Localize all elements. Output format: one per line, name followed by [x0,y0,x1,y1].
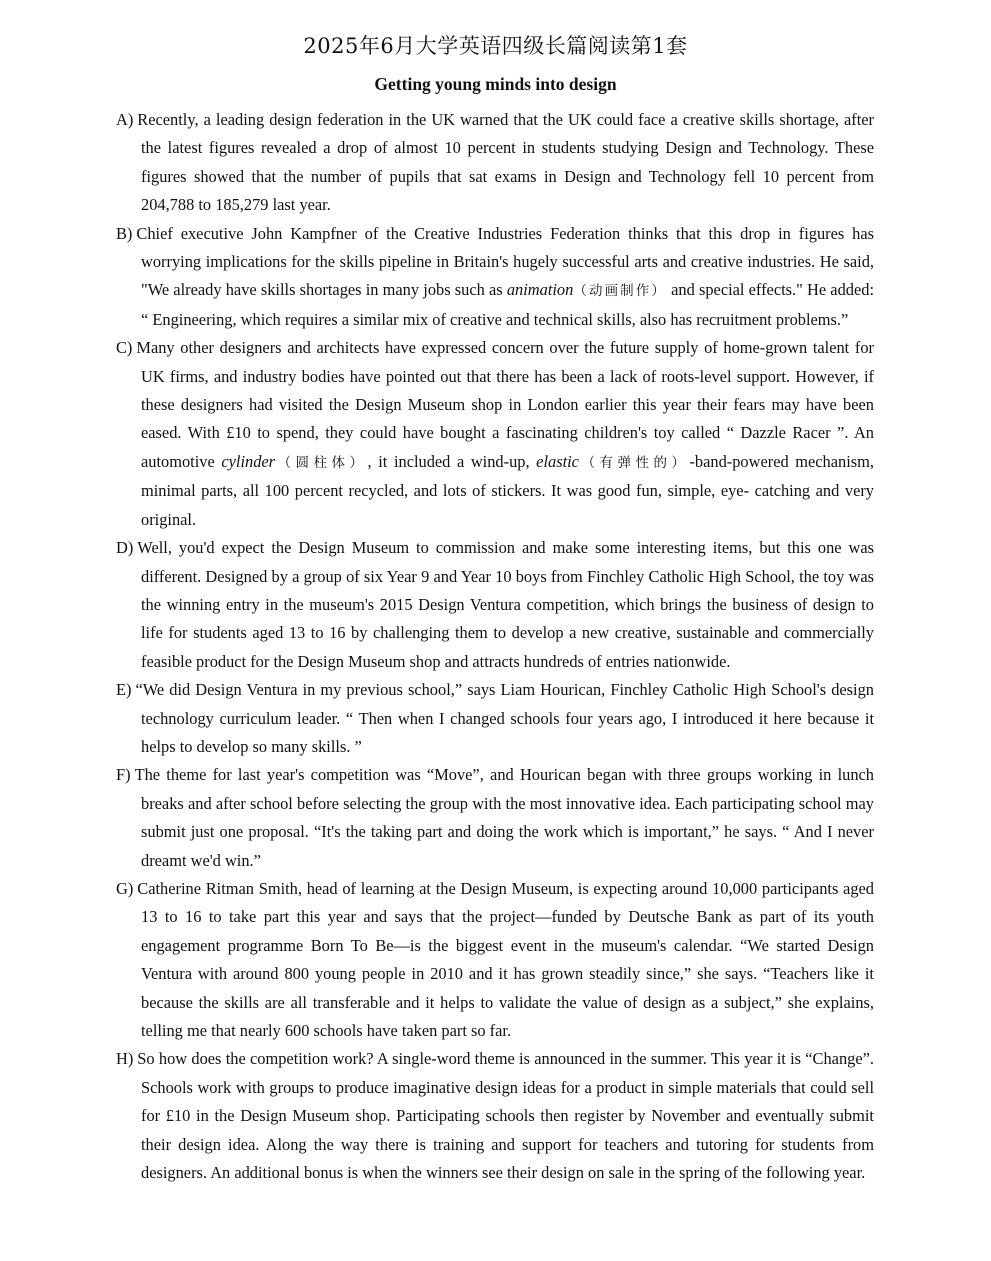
paragraph-label: D) [116,538,134,558]
article-title: Getting young minds into design [374,74,617,94]
paragraph-text: Many other designers and architects have expressed concern over the future supply of home-grown talent for UK firms, and industry bodies have pointed out that there has been a lack of roots-level support. However, if these designers had visited the Design Museum shop in London earlier this year their fears may have been eased. With £10 to spend, they could have bought a fascinating children's toy called “ Dazzle Racer ”. An automotive [136,338,874,471]
paragraph-text: and special effects." He added: “ Engineering, which requires a similar mix of creative and technical skills, also has recruitment problems.” [141,280,874,329]
paragraph-f [116,761,874,875]
paragraph-d [116,534,874,676]
paragraph-text: The theme for last year's competition was “Move”, and Hourican began with three groups working in lunch breaks and after school before selecting the group with the most innovative idea. Each participating school may submit just one proposal. “It's the taking part and doing the work which is important,” he says. “ And I never dreamt we'd win.” [134,765,874,870]
paragraph-text: Well, you'd expect the Design Museum to commission and make some interesting items, but this one was different. Designed by a group of six Year 9 and Year 10 boys from Finchley Catholic High School, the toy was the winning entry in the museum's 2015 Design Ventura competition, which brings the business of design to life for students aged 13 to 16 by challenging them to develop a new creative, sustainable and commercially feasible product for the Design Museum shop and attracts hundreds of entries nationwide. [137,538,874,671]
chinese-gloss: （有弹性的） [578,454,690,471]
chinese-gloss: （圆柱体） [275,454,368,471]
paragraph-label: H) [116,1049,134,1069]
paragraph-label: B) [116,223,133,243]
paragraph-b [116,220,874,335]
paragraph-e [116,676,874,761]
paragraph-h [116,1045,874,1187]
chinese-gloss: （动画制作） [573,283,667,300]
document-title: 2025年6月大学英语四级长篇阅读第1套 [303,34,688,58]
paragraph-text: “We did Design Ventura in my previous school,” says Liam Hourican, Finchley Catholic High School's design technology curriculum leader. “ Then when I changed schools four years ago, I introduced it here because it helps to develop so many skills. ” [135,680,874,756]
paragraph-label: E) [116,680,132,700]
paragraph-text: , it included a wind-up, [367,451,537,471]
paragraph-g [116,875,874,1045]
vocab-term: elastic [536,451,579,471]
paragraph-c [116,334,874,534]
vocab-term: cylinder [221,451,276,471]
paragraph-label: F) [116,765,131,785]
vocab-term: animation [506,280,574,300]
article-body [116,106,874,1187]
paragraph-text: -band-powered mechanism, minimal parts, all 100 percent recycled, and lots of stickers. It was good fun, simple, eye- catching and very original. [141,451,875,529]
paragraph-text: Chief executive John Kampfner of the Creative Industries Federation thinks that this drop in figures has worrying implications for the skills pipeline in Britain's hugely successful arts and creative industries. He said, "We already have skills shortages in many jobs such as [136,223,874,300]
paragraph-a [116,106,874,220]
paragraph-text: So how does the competition work? A single-word theme is announced in the summer. This year it is “Change”. Schools work with groups to produce imaginative design ideas for a product in simple materials that could sell for £10 in the Design Museum shop. Participating schools then register by November and eventually submit their design idea. Along the way there is training and support for teachers and tutoring for students from designers. An additional bonus is when the winners see their design on sale in the spring of the following year. [137,1049,874,1183]
paragraph-label: C) [116,338,133,358]
paragraph-label: A) [116,110,134,129]
paragraph-label: G) [116,878,134,898]
paragraph-text: Catherine Ritman Smith, head of learning at the Design Museum, is expecting around 10,000 participants aged 13 to 16 to take part this year and says that the project—funded by Deutsche Bank as part of its youth engagement programme Born To Be—is the biggest event in the museum's calendar. “We started Design Ventura with around 800 young people in 2010 and it has grown steadily since,” she says. “Teachers like it because the skills are all transferable and it helps to validate the value of design as a subject,” she explains, telling me that nearly 600 schools have taken part so far. [137,878,874,1040]
paragraph-text: Recently, a leading design federation in the UK warned that the UK could face a creative skills shortage, after the latest figures revealed a drop of almost 10 percent in students studying Design and Technology. These figures showed that the number of pupils that sat exams in Design and Technology fell 10 percent from 204,788 to 185,279 last year. [137,110,874,215]
